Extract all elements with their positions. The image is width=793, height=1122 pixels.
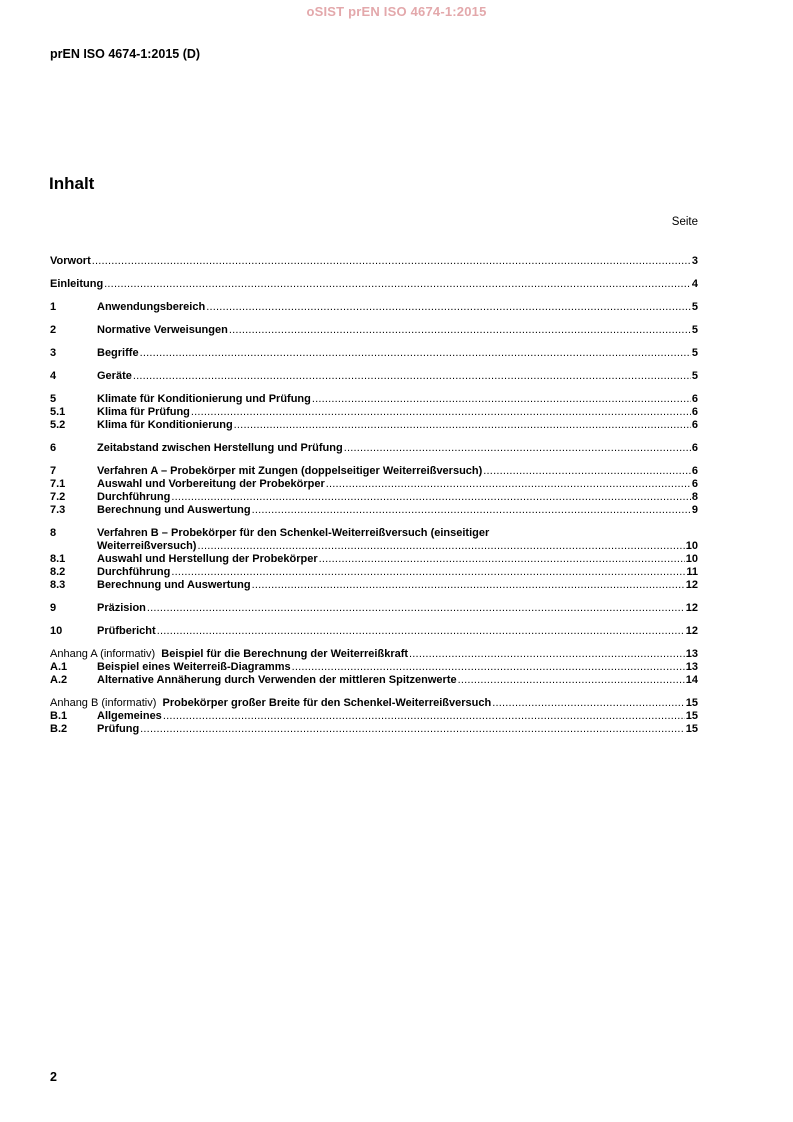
- toc-entry-6[interactable]: [50, 442, 698, 455]
- toc-entry-number: 5: [50, 393, 57, 405]
- toc-entry-page: 11: [686, 566, 698, 578]
- toc-entry-4[interactable]: [50, 370, 698, 383]
- toc-entry-page: 12: [685, 625, 698, 637]
- toc-entry-8[interactable]: [50, 527, 698, 553]
- toc-entry-number: 8.1: [50, 553, 66, 565]
- toc-entry-number: 2: [50, 324, 57, 336]
- toc-entry-title: Klima für Konditionierung: [97, 419, 233, 431]
- leader-dots: [326, 478, 691, 491]
- toc-entry-title: Geräte: [97, 370, 132, 382]
- toc-entry-number: A.2: [50, 674, 68, 686]
- toc-entry-page: 8: [691, 491, 698, 503]
- toc-entry-number: 3: [50, 347, 57, 359]
- toc-entry-7-2[interactable]: [50, 491, 698, 504]
- toc-entry-page: 6: [691, 478, 698, 490]
- page-number: 2: [50, 1070, 57, 1084]
- leader-dots: [319, 553, 685, 566]
- toc-entry-page: 14: [685, 674, 698, 686]
- toc-entry-title: Alternative Annäherung durch Verwenden der mittleren Spitzenwerte: [97, 674, 457, 686]
- toc-entry-title: Berechnung und Auswertung: [97, 504, 251, 516]
- toc-entry-title: Prüfung: [97, 723, 140, 735]
- toc-entry-page: 10: [685, 540, 698, 552]
- toc-entry-title: Prüfbericht: [97, 625, 156, 637]
- toc-entry-page: 5: [691, 370, 698, 382]
- toc-entry-a-1[interactable]: [50, 661, 698, 674]
- leader-dots: [147, 602, 685, 615]
- toc-entry-2[interactable]: [50, 324, 698, 337]
- toc-entry-9[interactable]: [50, 602, 698, 615]
- toc-entry-page: 15: [685, 697, 698, 709]
- toc-entry-5-2[interactable]: [50, 419, 698, 432]
- toc-entry-title: Berechnung und Auswertung: [97, 579, 251, 591]
- toc-entry-1[interactable]: [50, 301, 698, 314]
- toc-entry-title: Begriffe: [97, 347, 139, 359]
- toc-entry-number: 5.2: [50, 419, 66, 431]
- toc-entry-title: Klimate für Konditionierung und Prüfung: [97, 393, 311, 405]
- toc-entry-title: Verfahren A – Probekörper mit Zungen (doppelseitiger Weiterreißversuch): [97, 465, 483, 477]
- toc-entry-page: 13: [685, 648, 698, 660]
- toc-entry-5-1[interactable]: [50, 406, 698, 419]
- toc-entry-10[interactable]: [50, 625, 698, 638]
- toc-entry-page: 4: [691, 278, 698, 290]
- toc-entry-b-1[interactable]: [50, 710, 698, 723]
- leader-dots: [163, 710, 685, 723]
- toc-entry-a-2[interactable]: [50, 674, 698, 687]
- toc-entry-number: 6: [50, 442, 57, 454]
- toc-entry-number: B.1: [50, 710, 68, 722]
- toc-entry-einleitung[interactable]: [50, 278, 698, 291]
- toc-entry-page: 5: [691, 301, 698, 313]
- toc-entry-title: Auswahl und Vorbereitung der Probekörper: [97, 478, 325, 490]
- document-id: prEN ISO 4674-1:2015 (D): [50, 47, 201, 61]
- leader-dots: [252, 579, 685, 592]
- toc-entry-number: 8.3: [50, 579, 66, 591]
- toc-entry-7[interactable]: [50, 465, 698, 478]
- leader-dots: [157, 625, 685, 638]
- toc-entry-annex-a[interactable]: [50, 648, 698, 661]
- toc-entry-title: Vorwort: [50, 255, 91, 267]
- toc-entry-vorwort[interactable]: [50, 255, 698, 268]
- leader-dots: [197, 540, 684, 553]
- annex-title: Probekörper großer Breite für den Schenkel-Weiterreißversuch: [162, 697, 492, 709]
- annex-title: Beispiel für die Berechnung der Weiterreißkraft: [161, 648, 409, 660]
- toc-entry-5[interactable]: [50, 393, 698, 406]
- toc-entry-annex-b[interactable]: [50, 697, 698, 710]
- toc-entry-title: Zeitabstand zwischen Herstellung und Prüfung: [97, 442, 343, 454]
- toc-entry-number: 1: [50, 301, 57, 313]
- watermark: oSIST prEN ISO 4674-1:2015: [306, 4, 487, 19]
- toc-entry-page: 6: [691, 406, 698, 418]
- toc-entry-8-1[interactable]: [50, 553, 698, 566]
- toc-entry-page: 6: [691, 393, 698, 405]
- leader-dots: [104, 278, 691, 291]
- toc-entry-title: Allgemeines: [97, 710, 162, 722]
- toc-entry-page: 10: [685, 553, 698, 565]
- toc-entry-title-line1: Verfahren B – Probekörper für den Schenkel-Weiterreißversuch (einseitiger: [97, 527, 490, 539]
- annex-label: Anhang B (informativ): [50, 697, 157, 709]
- toc-entry-title: Anwendungsbereich: [97, 301, 206, 313]
- leader-dots: [409, 648, 685, 661]
- toc-entry-page: 6: [691, 419, 698, 431]
- toc-entry-number: 7.2: [50, 491, 66, 503]
- toc-entry-page: 12: [685, 602, 698, 614]
- toc-entry-7-1[interactable]: [50, 478, 698, 491]
- toc-entry-page: 6: [691, 465, 698, 477]
- annex-label: Anhang A (informativ): [50, 648, 156, 660]
- toc-entry-page: 3: [691, 255, 698, 267]
- leader-dots: [92, 255, 691, 268]
- toc-entry-page: 13: [685, 661, 698, 673]
- leader-dots: [458, 674, 685, 687]
- leader-dots: [344, 442, 691, 455]
- page-column-label: Seite: [671, 216, 698, 228]
- toc-entry-number: 5.1: [50, 406, 66, 418]
- toc-entry-number: B.2: [50, 723, 68, 735]
- toc-entry-title: Präzision: [97, 602, 146, 614]
- toc-entry-8-2[interactable]: [50, 566, 698, 579]
- toc-entry-b-2[interactable]: [50, 723, 698, 736]
- toc-entry-page: 15: [685, 723, 698, 735]
- leader-dots: [252, 504, 691, 517]
- toc-entry-7-3[interactable]: [50, 504, 698, 517]
- leader-dots: [171, 491, 691, 504]
- toc-entry-title: Klima für Prüfung: [97, 406, 190, 418]
- toc-entry-number: 7.3: [50, 504, 66, 516]
- toc-entry-page: 12: [685, 579, 698, 591]
- leader-dots: [483, 465, 691, 478]
- toc-entry-page: 15: [685, 710, 698, 722]
- toc-heading: Inhalt: [49, 174, 95, 193]
- toc-entry-number: 8: [50, 527, 57, 539]
- toc-entry-number: 4: [50, 370, 57, 382]
- toc-entry-title: Normative Verweisungen: [97, 324, 228, 336]
- toc-entry-page: 5: [691, 324, 698, 336]
- toc-entry-title: Beispiel eines Weiterreiß-Diagramms: [97, 661, 291, 673]
- toc-entry-page: 5: [691, 347, 698, 359]
- toc-entry-3[interactable]: [50, 347, 698, 360]
- toc-entry-page: 9: [691, 504, 698, 516]
- toc-entry-title: Weiterreißversuch): [97, 540, 197, 552]
- leader-dots: [140, 347, 691, 360]
- toc-entry-number: 9: [50, 602, 57, 614]
- toc-entry-number: 8.2: [50, 566, 66, 578]
- toc-entry-number: 10: [50, 625, 63, 637]
- toc-entry-8-3[interactable]: [50, 579, 698, 592]
- table-of-contents: [50, 255, 698, 736]
- toc-entry-title: Einleitung: [50, 278, 104, 290]
- leader-dots: [140, 723, 685, 736]
- toc-entry-title: Durchführung: [97, 566, 171, 578]
- toc-entry-page: 6: [691, 442, 698, 454]
- leader-dots: [234, 419, 691, 432]
- toc-entry-number: A.1: [50, 661, 68, 673]
- toc-entry-title: [50, 697, 491, 710]
- leader-dots: [492, 697, 685, 710]
- leader-dots: [292, 661, 685, 674]
- leader-dots: [206, 301, 691, 314]
- toc-entry-number: 7.1: [50, 478, 66, 490]
- leader-dots: [229, 324, 691, 337]
- leader-dots: [133, 370, 691, 383]
- toc-entry-title: Auswahl und Herstellung der Probekörper: [97, 553, 318, 565]
- toc-entry-title: [50, 648, 408, 661]
- toc-entry-number: 7: [50, 465, 57, 477]
- leader-dots: [191, 406, 691, 419]
- leader-dots: [312, 393, 691, 406]
- toc-entry-title: Durchführung: [97, 491, 171, 503]
- leader-dots: [171, 566, 685, 579]
